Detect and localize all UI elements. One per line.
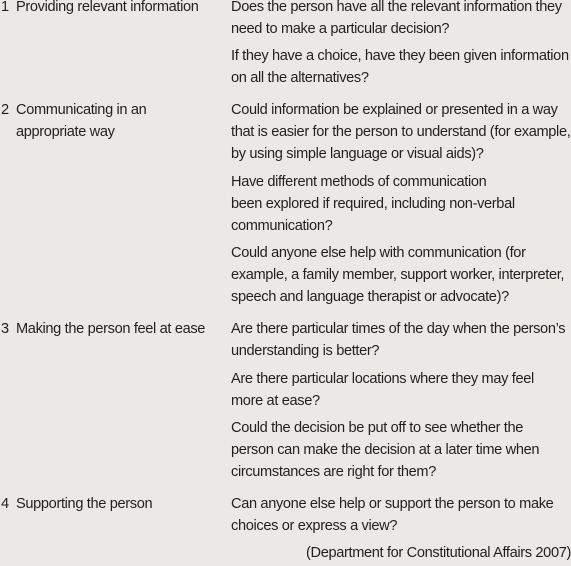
question (231, 45, 569, 89)
question (231, 171, 515, 237)
question-line: If they have a choice, have they been given information (231, 48, 569, 64)
section-title-line: appropriate way (16, 124, 115, 140)
question-line: more at ease? (231, 393, 320, 409)
section-title-line: Supporting the person (16, 496, 153, 512)
question-line: been explored if required, including non-verbal (231, 196, 515, 212)
question-line: communication? (231, 218, 333, 234)
section-title (16, 99, 216, 143)
question-line: Are there particular times of the day when the person’s (231, 321, 566, 337)
source-citation: (Department for Constitutional Affairs 2007) (306, 545, 571, 561)
question (231, 368, 534, 412)
section-title-line: Making the person feel at ease (16, 321, 206, 337)
section-title-line: Communicating in an (16, 102, 147, 118)
question (231, 318, 565, 362)
question-line: that is easier for the person to understand (for example, (231, 124, 571, 140)
question-line: need to make a particular decision? (231, 21, 450, 37)
question-line: choices or express a view? (231, 518, 398, 534)
section-title (16, 0, 216, 18)
section-title (16, 318, 216, 340)
section-title (16, 493, 216, 515)
question (231, 99, 570, 165)
question (231, 0, 562, 40)
question-line: person can make the decision at a later time when (231, 442, 540, 458)
question (231, 493, 553, 537)
question-line: speech and language therapist or advocate)? (231, 289, 509, 305)
question-line: Could information be explained or presented in a way (231, 102, 558, 118)
section-number: 3 (1, 321, 9, 337)
section-number: 1 (1, 0, 9, 15)
question-line: circumstances are right for them? (231, 464, 437, 480)
question-line: example, a family member, support worker, interpreter, (231, 267, 565, 283)
question (231, 242, 564, 308)
section-number: 4 (1, 496, 9, 512)
question (231, 417, 539, 483)
question-line: on all the alternatives? (231, 70, 369, 86)
section-number: 2 (1, 102, 9, 118)
section-title-line: Providing relevant information (16, 0, 199, 15)
question-line: Does the person have all the relevant information they (231, 0, 562, 15)
question-line: Have different methods of communication (231, 174, 487, 190)
question-line: Could the decision be put off to see whether the (231, 420, 524, 436)
question-line: understanding is better? (231, 343, 380, 359)
question-line: Could anyone else help with communication (for (231, 245, 526, 261)
question-line: by using simple language or visual aids)? (231, 146, 484, 162)
question-line: Are there particular locations where they may feel (231, 371, 534, 387)
question-line: Can anyone else help or support the person to make (231, 496, 554, 512)
